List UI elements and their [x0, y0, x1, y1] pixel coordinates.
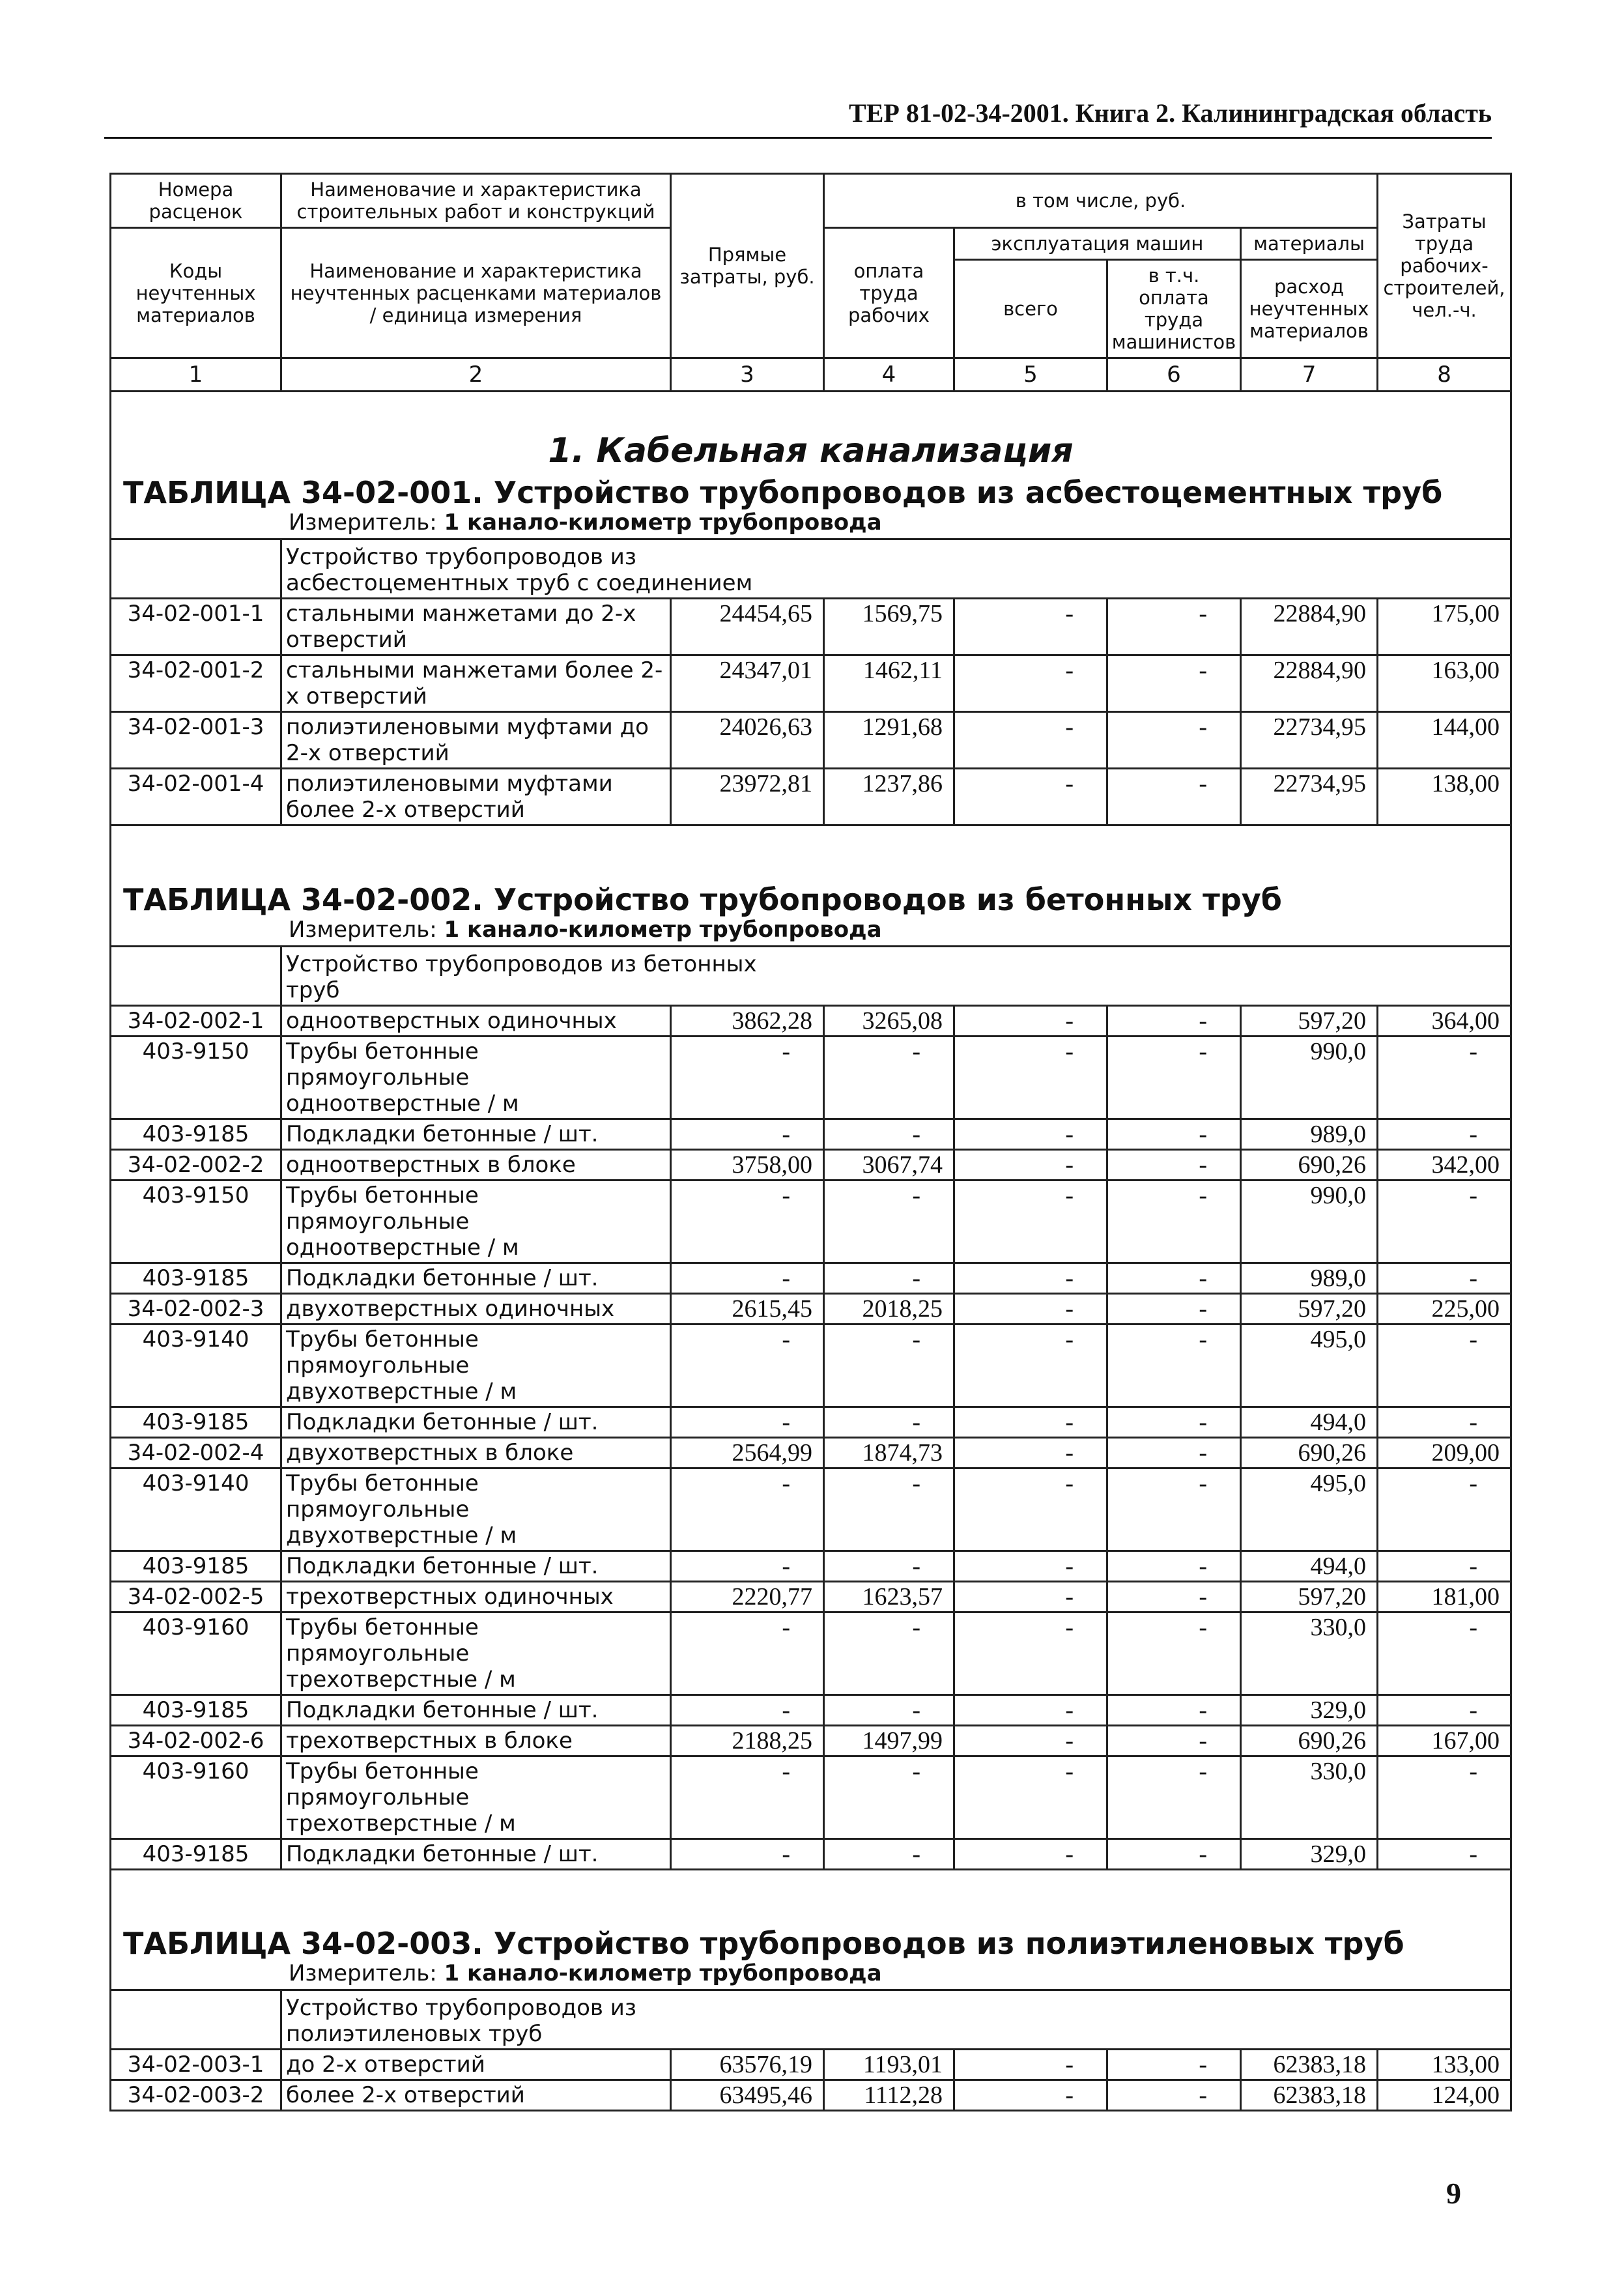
row-value-c7: 597,20 — [1241, 1293, 1378, 1324]
row-value-c7: 690,26 — [1241, 1437, 1378, 1468]
measure-value: 1 канало-километр трубопровода — [444, 1960, 882, 1986]
row-value-c7: 990,0 — [1241, 1036, 1378, 1119]
row-value-c8: - — [1378, 1468, 1511, 1551]
row-code: 34-02-003-1 — [111, 2050, 281, 2080]
col-header-material-use: расход неучтенных материалов — [1241, 260, 1378, 358]
page-number: 9 — [1446, 2177, 1461, 2210]
row-value-c7: 495,0 — [1241, 1468, 1378, 1551]
table-row — [111, 1581, 1511, 1612]
section-gap — [111, 825, 1511, 884]
row-value-c7: 330,0 — [1241, 1612, 1378, 1695]
table-row — [111, 1725, 1511, 1756]
row-value-c3: - — [671, 1468, 824, 1551]
row-value-c5: - — [954, 1180, 1107, 1263]
table-row — [111, 712, 1511, 769]
row-value-c8: 342,00 — [1378, 1149, 1511, 1180]
row-code: 403-9160 — [111, 1756, 281, 1839]
row-value-c3: 63495,46 — [671, 2080, 824, 2111]
row-value-c4: - — [824, 1407, 954, 1437]
row-name: стальными манжетами до 2-х отверстий — [281, 599, 671, 655]
row-value-c7: 22734,95 — [1241, 712, 1378, 769]
table-row — [111, 769, 1511, 825]
table-row — [111, 1695, 1511, 1725]
row-value-c8: 133,00 — [1378, 2050, 1511, 2080]
row-value-c6: - — [1107, 599, 1241, 655]
col-header-machinist-pay: в т.ч. оплата труда машинистов — [1107, 260, 1241, 358]
table-caption — [111, 477, 1511, 539]
col-header-name-top: Наименовачие и характеристика строительных работ и конструкций — [281, 174, 671, 228]
row-value-c3: - — [671, 1839, 824, 1869]
row-value-c5: - — [954, 2050, 1107, 2080]
intro-code-cell — [111, 946, 281, 1005]
row-value-c7: 494,0 — [1241, 1407, 1378, 1437]
row-value-c8: - — [1378, 1407, 1511, 1437]
row-value-c7: 495,0 — [1241, 1324, 1378, 1407]
row-value-c4: 1193,01 — [824, 2050, 954, 2080]
row-value-c8: 163,00 — [1378, 655, 1511, 712]
row-value-c4: - — [824, 1468, 954, 1551]
table-caption — [111, 881, 1511, 947]
row-value-c4: 3265,08 — [824, 1005, 954, 1036]
row-value-c8: - — [1378, 1119, 1511, 1149]
row-value-c3: - — [671, 1036, 824, 1119]
row-value-c6: - — [1107, 1407, 1241, 1437]
row-value-c4: - — [824, 1180, 954, 1263]
row-value-c7: 62383,18 — [1241, 2050, 1378, 2080]
table-caption — [111, 1928, 1511, 1990]
row-name: полиэтиленовыми муфтами более 2-х отверстий — [281, 769, 671, 825]
table-intro: Устройство трубопроводов из бетонных труб — [281, 946, 1511, 1005]
row-value-c4: 1462,11 — [824, 655, 954, 712]
row-code: 403-9185 — [111, 1119, 281, 1149]
row-value-c8: 167,00 — [1378, 1725, 1511, 1756]
row-code: 34-02-003-2 — [111, 2080, 281, 2111]
section-gap — [111, 1869, 1511, 1928]
measure-line — [111, 509, 1510, 538]
table-row — [111, 1839, 1511, 1869]
col-header-labor: Затраты труда рабочих-строителей, чел.-ч. — [1378, 174, 1511, 358]
col-number: 1 — [111, 358, 281, 392]
row-value-c5: - — [954, 1581, 1107, 1612]
row-value-c4: 1112,28 — [824, 2080, 954, 2111]
row-value-c8: 181,00 — [1378, 1581, 1511, 1612]
row-value-c6: - — [1107, 655, 1241, 712]
row-value-c6: - — [1107, 1005, 1241, 1036]
row-code: 403-9150 — [111, 1036, 281, 1119]
row-value-c5: - — [954, 769, 1107, 825]
row-value-c3: - — [671, 1407, 824, 1437]
row-code: 34-02-001-2 — [111, 655, 281, 712]
col-number: 8 — [1378, 358, 1511, 392]
col-header-materials: материалы — [1241, 228, 1378, 260]
col-number: 2 — [281, 358, 671, 392]
row-value-c6: - — [1107, 1180, 1241, 1263]
col-header-direct-costs: Прямые затраты, руб. — [671, 174, 824, 358]
section-title: 1. Кабельная канализация — [548, 431, 1074, 470]
header-rule — [104, 137, 1492, 139]
row-value-c6: - — [1107, 1324, 1241, 1407]
table-row — [111, 1551, 1511, 1581]
row-code: 34-02-002-3 — [111, 1293, 281, 1324]
table-row — [111, 2080, 1511, 2111]
row-value-c6: - — [1107, 1036, 1241, 1119]
row-value-c5: - — [954, 1756, 1107, 1839]
row-value-c3: 2188,25 — [671, 1725, 824, 1756]
row-name: Подкладки бетонные / шт. — [281, 1407, 671, 1437]
row-value-c3: - — [671, 1756, 824, 1839]
measure-value: 1 канало-километр трубопровода — [444, 509, 882, 536]
row-name: до 2-х отверстий — [281, 2050, 671, 2080]
row-value-c4: 1237,86 — [824, 769, 954, 825]
row-value-c4: 2018,25 — [824, 1293, 954, 1324]
row-value-c4: 1497,99 — [824, 1725, 954, 1756]
row-value-c8: 175,00 — [1378, 599, 1511, 655]
row-value-c4: 1291,68 — [824, 712, 954, 769]
row-value-c6: - — [1107, 1581, 1241, 1612]
row-value-c6: - — [1107, 1119, 1241, 1149]
row-value-c4: - — [824, 1036, 954, 1119]
row-value-c5: - — [954, 1119, 1107, 1149]
row-value-c8: - — [1378, 1036, 1511, 1119]
row-value-c7: 62383,18 — [1241, 2080, 1378, 2111]
table-intro: Устройство трубопроводов из асбестоцементных труб с соединением — [281, 539, 1511, 599]
row-name: Подкладки бетонные / шт. — [281, 1839, 671, 1869]
table-row — [111, 1407, 1511, 1437]
row-value-c3: 2615,45 — [671, 1293, 824, 1324]
row-code: 34-02-002-2 — [111, 1149, 281, 1180]
row-value-c8: - — [1378, 1695, 1511, 1725]
row-code: 403-9140 — [111, 1468, 281, 1551]
col-header-codes-bottom: Коды неучтенных материалов — [111, 228, 281, 358]
table-row — [111, 1149, 1511, 1180]
running-title: ТЕР 81-02-34-2001. Книга 2. Калининградская область — [849, 98, 1492, 128]
table-intro: Устройство трубопроводов из полиэтиленовых труб — [281, 1990, 1511, 2050]
row-value-c6: - — [1107, 1468, 1241, 1551]
col-number: 6 — [1107, 358, 1241, 392]
row-value-c3: 24454,65 — [671, 599, 824, 655]
row-value-c4: 1874,73 — [824, 1437, 954, 1468]
row-name: Подкладки бетонные / шт. — [281, 1119, 671, 1149]
row-value-c7: 989,0 — [1241, 1263, 1378, 1293]
row-value-c7: 597,20 — [1241, 1005, 1378, 1036]
intro-code-cell — [111, 539, 281, 599]
table-row — [111, 1119, 1511, 1149]
row-code: 403-9160 — [111, 1612, 281, 1695]
row-value-c7: 690,26 — [1241, 1149, 1378, 1180]
row-name: более 2-х отверстий — [281, 2080, 671, 2111]
row-value-c6: - — [1107, 1725, 1241, 1756]
col-header-name-bottom: Наименование и характеристика неучтенных расценками материалов / единица измерения — [281, 228, 671, 358]
table-title: ТАБЛИЦА 34-02-001. Устройство трубопроводов из асбестоцементных труб — [123, 475, 1443, 510]
row-value-c5: - — [954, 1695, 1107, 1725]
row-value-c8: 124,00 — [1378, 2080, 1511, 2111]
row-name: Подкладки бетонные / шт. — [281, 1695, 671, 1725]
row-name: трехотверстных в блоке — [281, 1725, 671, 1756]
row-value-c3: 24026,63 — [671, 712, 824, 769]
row-value-c6: - — [1107, 1756, 1241, 1839]
section-cell — [111, 392, 1511, 478]
row-code: 34-02-001-3 — [111, 712, 281, 769]
row-name: одноотверстных в блоке — [281, 1149, 671, 1180]
row-value-c5: - — [954, 1725, 1107, 1756]
measure-label: Измеритель: — [289, 1960, 437, 1986]
row-name: полиэтиленовыми муфтами до 2-х отверстий — [281, 712, 671, 769]
row-value-c6: - — [1107, 1263, 1241, 1293]
row-value-c8: - — [1378, 1180, 1511, 1263]
row-value-c5: - — [954, 1263, 1107, 1293]
table-row — [111, 1612, 1511, 1695]
row-value-c5: - — [954, 655, 1107, 712]
col-number: 7 — [1241, 358, 1378, 392]
row-value-c3: - — [671, 1263, 824, 1293]
row-value-c6: - — [1107, 1839, 1241, 1869]
row-value-c5: - — [954, 1149, 1107, 1180]
row-name: двухотверстных одиночных — [281, 1293, 671, 1324]
row-value-c5: - — [954, 1612, 1107, 1695]
row-value-c3: 3862,28 — [671, 1005, 824, 1036]
table-title: ТАБЛИЦА 34-02-002. Устройство трубопроводов из бетонных труб — [123, 881, 1282, 917]
measure-value: 1 канало-километр трубопровода — [444, 916, 882, 943]
row-value-c4: 1569,75 — [824, 599, 954, 655]
col-number: 3 — [671, 358, 824, 392]
row-value-c4: - — [824, 1695, 954, 1725]
col-number: 4 — [824, 358, 954, 392]
table-row — [111, 1437, 1511, 1468]
row-name: Подкладки бетонные / шт. — [281, 1263, 671, 1293]
row-value-c8: - — [1378, 1263, 1511, 1293]
measure-label: Измеритель: — [289, 916, 437, 943]
row-value-c4: - — [824, 1119, 954, 1149]
row-code: 403-9185 — [111, 1407, 281, 1437]
row-value-c7: 597,20 — [1241, 1581, 1378, 1612]
row-value-c5: - — [954, 1005, 1107, 1036]
row-code: 403-9185 — [111, 1551, 281, 1581]
row-code: 34-02-001-4 — [111, 769, 281, 825]
row-value-c6: - — [1107, 1551, 1241, 1581]
row-value-c3: 23972,81 — [671, 769, 824, 825]
row-value-c7: 22734,95 — [1241, 769, 1378, 825]
row-value-c8: 144,00 — [1378, 712, 1511, 769]
table-title: ТАБЛИЦА 34-02-003. Устройство трубопроводов из полиэтиленовых труб — [123, 1926, 1404, 1961]
row-value-c6: - — [1107, 1293, 1241, 1324]
table-row — [111, 1293, 1511, 1324]
row-value-c7: 22884,90 — [1241, 599, 1378, 655]
col-header-codes-top: Номера расценок — [111, 174, 281, 228]
row-value-c5: - — [954, 1293, 1107, 1324]
table-row — [111, 1005, 1511, 1036]
table-row — [111, 1756, 1511, 1839]
row-value-c6: - — [1107, 712, 1241, 769]
row-name: трехотверстных одиночных — [281, 1581, 671, 1612]
row-value-c8: - — [1378, 1756, 1511, 1839]
row-value-c7: 329,0 — [1241, 1839, 1378, 1869]
row-value-c6: - — [1107, 1437, 1241, 1468]
row-value-c6: - — [1107, 2080, 1241, 2111]
row-name: Трубы бетонные прямоугольные двухотверстные / м — [281, 1468, 671, 1551]
row-value-c4: - — [824, 1839, 954, 1869]
row-value-c4: 3067,74 — [824, 1149, 954, 1180]
row-name: Трубы бетонные прямоугольные одноотверстные / м — [281, 1036, 671, 1119]
row-value-c4: - — [824, 1756, 954, 1839]
row-value-c8: - — [1378, 1612, 1511, 1695]
row-name: Трубы бетонные прямоугольные трехотверстные / м — [281, 1756, 671, 1839]
row-value-c3: 3758,00 — [671, 1149, 824, 1180]
row-value-c8: - — [1378, 1551, 1511, 1581]
row-value-c4: - — [824, 1324, 954, 1407]
row-value-c6: - — [1107, 2050, 1241, 2080]
row-value-c6: - — [1107, 769, 1241, 825]
row-name: стальными манжетами более 2-х отверстий — [281, 655, 671, 712]
table-row — [111, 655, 1511, 712]
measure-label: Измеритель: — [289, 509, 437, 536]
row-code: 34-02-002-1 — [111, 1005, 281, 1036]
table-row — [111, 1468, 1511, 1551]
row-value-c7: 329,0 — [1241, 1695, 1378, 1725]
row-value-c7: 494,0 — [1241, 1551, 1378, 1581]
row-code: 403-9185 — [111, 1839, 281, 1869]
row-value-c5: - — [954, 1839, 1107, 1869]
row-name: Подкладки бетонные / шт. — [281, 1551, 671, 1581]
row-name: двухотверстных в блоке — [281, 1437, 671, 1468]
table-row — [111, 1036, 1511, 1119]
row-code: 34-02-002-5 — [111, 1581, 281, 1612]
row-value-c4: - — [824, 1263, 954, 1293]
col-header-including: в том числе, руб. — [824, 174, 1378, 228]
row-value-c5: - — [954, 1437, 1107, 1468]
row-value-c3: - — [671, 1324, 824, 1407]
row-value-c8: - — [1378, 1324, 1511, 1407]
measure-line — [111, 917, 1510, 945]
row-code: 34-02-002-4 — [111, 1437, 281, 1468]
row-value-c3: - — [671, 1612, 824, 1695]
row-name: Трубы бетонные прямоугольные одноотверстные / м — [281, 1180, 671, 1263]
table-row — [111, 1324, 1511, 1407]
row-value-c7: 330,0 — [1241, 1756, 1378, 1839]
row-value-c7: 989,0 — [1241, 1119, 1378, 1149]
row-value-c5: - — [954, 1324, 1107, 1407]
row-value-c3: - — [671, 1695, 824, 1725]
row-value-c3: - — [671, 1119, 824, 1149]
row-value-c3: - — [671, 1551, 824, 1581]
col-header-worker-pay: оплата труда рабочих — [824, 228, 954, 358]
row-value-c6: - — [1107, 1695, 1241, 1725]
table-row — [111, 1263, 1511, 1293]
row-value-c5: - — [954, 1036, 1107, 1119]
row-code: 403-9140 — [111, 1324, 281, 1407]
table-row — [111, 599, 1511, 655]
row-value-c3: 63576,19 — [671, 2050, 824, 2080]
row-value-c5: - — [954, 1468, 1107, 1551]
row-value-c4: - — [824, 1551, 954, 1581]
row-value-c3: 2220,77 — [671, 1581, 824, 1612]
row-value-c3: 2564,99 — [671, 1437, 824, 1468]
row-value-c8: - — [1378, 1839, 1511, 1869]
intro-code-cell — [111, 1990, 281, 2050]
row-value-c6: - — [1107, 1149, 1241, 1180]
row-name: Трубы бетонные прямоугольные двухотверстные / м — [281, 1324, 671, 1407]
row-code: 34-02-001-1 — [111, 599, 281, 655]
row-value-c6: - — [1107, 1612, 1241, 1695]
row-value-c5: - — [954, 712, 1107, 769]
row-code: 403-9185 — [111, 1263, 281, 1293]
row-value-c7: 990,0 — [1241, 1180, 1378, 1263]
row-value-c8: 138,00 — [1378, 769, 1511, 825]
row-value-c3: - — [671, 1180, 824, 1263]
row-value-c5: - — [954, 2080, 1107, 2111]
table-row — [111, 2050, 1511, 2080]
row-value-c7: 690,26 — [1241, 1725, 1378, 1756]
row-value-c4: 1623,57 — [824, 1581, 954, 1612]
row-name: Трубы бетонные прямоугольные трехотверстные / м — [281, 1612, 671, 1695]
row-value-c8: 209,00 — [1378, 1437, 1511, 1468]
row-value-c8: 225,00 — [1378, 1293, 1511, 1324]
row-code: 34-02-002-6 — [111, 1725, 281, 1756]
row-code: 403-9150 — [111, 1180, 281, 1263]
row-value-c5: - — [954, 599, 1107, 655]
table-row — [111, 1180, 1511, 1263]
col-number: 5 — [954, 358, 1107, 392]
row-value-c7: 22884,90 — [1241, 655, 1378, 712]
row-code: 403-9185 — [111, 1695, 281, 1725]
row-value-c5: - — [954, 1551, 1107, 1581]
row-value-c8: 364,00 — [1378, 1005, 1511, 1036]
row-value-c3: 24347,01 — [671, 655, 824, 712]
col-header-machines: эксплуатация машин — [954, 228, 1241, 260]
row-name: одноотверстных одиночных — [281, 1005, 671, 1036]
row-value-c5: - — [954, 1407, 1107, 1437]
row-value-c4: - — [824, 1612, 954, 1695]
rates-table — [109, 173, 1512, 2111]
col-header-machines-total: всего — [954, 260, 1107, 358]
measure-line — [111, 1960, 1510, 1989]
